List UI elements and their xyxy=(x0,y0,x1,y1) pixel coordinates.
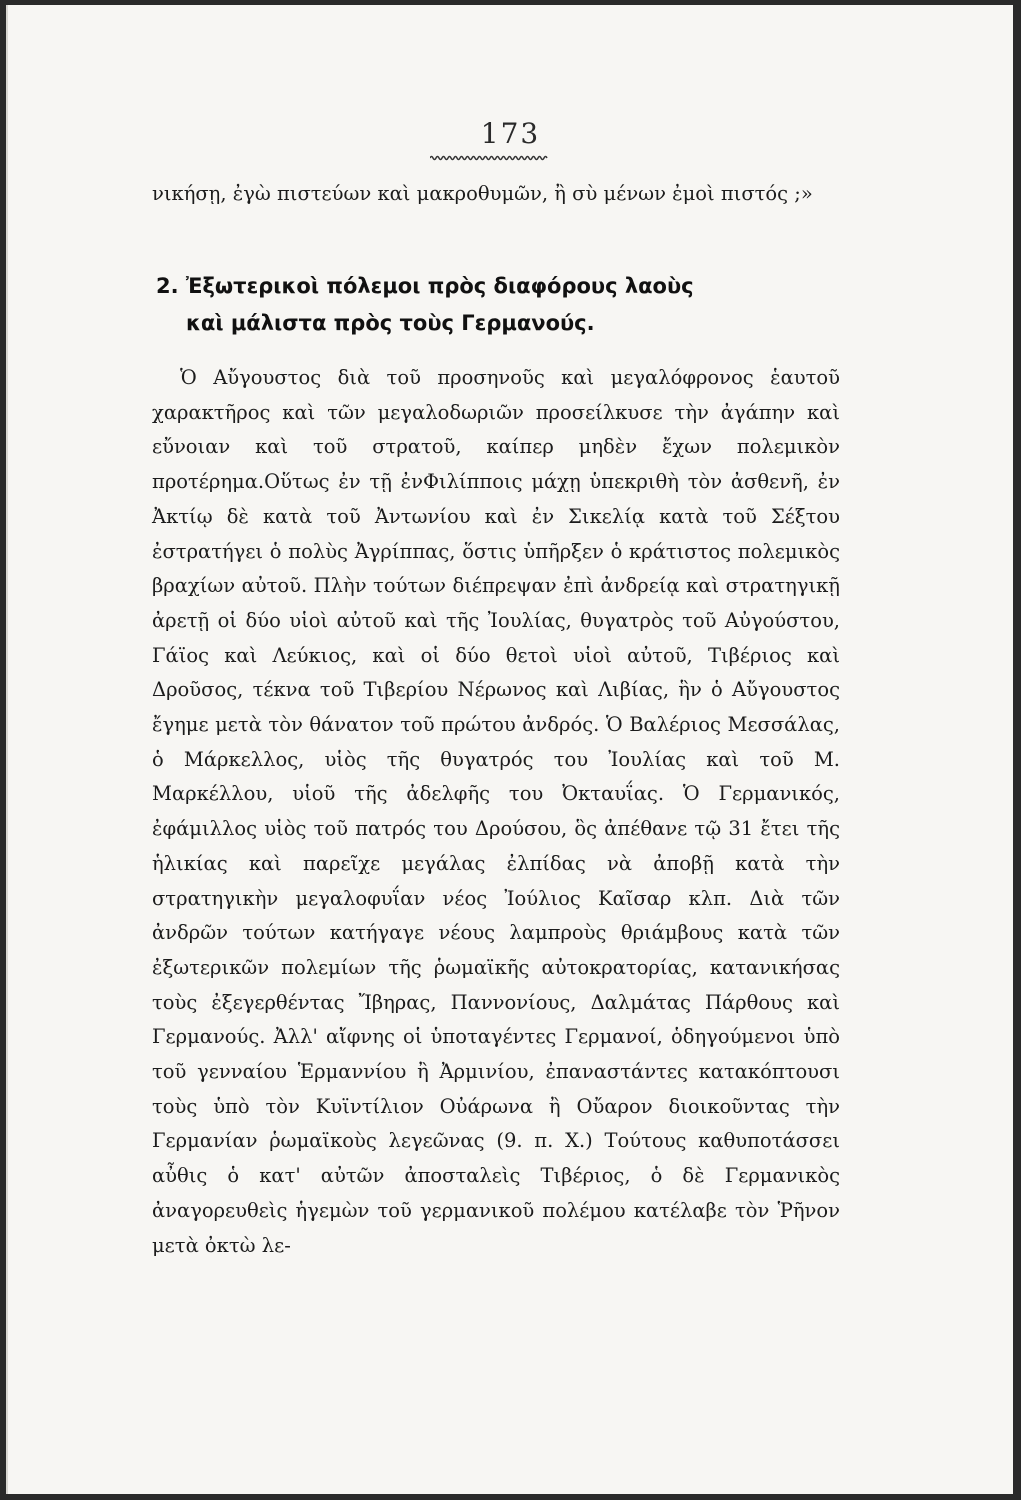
section-title-line1: Ἐξωτερικοὶ πόλεμοι πρὸς διαφόρους λαοὺς xyxy=(185,274,694,298)
section-number: 2. xyxy=(156,274,179,298)
wavy-rule-ornament xyxy=(430,155,548,161)
continuation-paragraph: νικήσῃ, ἐγὼ πιστεύων καὶ μακροθυμῶν, ἢ σὺ μένων ἐμοὶ πιστός ;» xyxy=(152,182,813,205)
page-number: 173 xyxy=(480,117,541,150)
book-page xyxy=(6,5,1013,1494)
section-title-line2: καὶ μάλιστα πρὸς τοὺς Γερμανούς. xyxy=(186,311,595,335)
body-paragraph: Ὁ Αὔγουστος διὰ τοῦ προσηνοῦς καὶ μεγαλόφρονος ἑαυτοῦ χαρακτῆρος καὶ τῶν μεγαλοδωριῶν προσείλκυσε τὴν ἀγάπην καὶ εὔνοιαν καὶ τοῦ στρατοῦ, καίπερ μηδὲν ἔχων πολεμικὸν προτέρημα.Οὕτως ἐν τῇ ἐνΦιλίπποις μάχῃ ὑπεκριθὴ τὸν ἀσθενῆ, ἐν Ἀκτίῳ δὲ κατὰ τοῦ Ἀντωνίου καὶ ἐν Σικελίᾳ κατὰ τοῦ Σέξτου ἐστρατήγει ὁ πολὺς Ἀγρίππας, ὅστις ὑπῆρξεν ὁ κράτιστος πολεμικὸς βραχίων αὐτοῦ. Πλὴν τούτων διέπρεψαν ἐπὶ ἀνδρείᾳ καὶ στρατηγικῇ ἀρετῇ οἱ δύο υἱοὶ αὐτοῦ καὶ τῆς Ἰουλίας, θυγατρὸς τοῦ Αὐγούστου, Γάϊος καὶ Λεύκιος, καὶ οἱ δύο θετοὶ υἱοὶ αὐτοῦ, Τιβέριος καὶ Δροῦσος, τέκνα τοῦ Τιβερίου Νέρωνος καὶ Λιβίας, ἣν ὁ Αὔγουστος ἔγημε μετὰ τὸν θάνατον τοῦ πρώτου ἀνδρός. Ὁ Βαλέριος Μεσσάλας, ὁ Μάρκελλος, υἱὸς τῆς θυγατρός του Ἰουλίας καὶ τοῦ Μ. Μαρκέλλου, υἱοῦ τῆς ἀδελφῆς του Ὀκταυΐας. Ὁ Γερμανικός, ἐφάμιλλος υἱὸς τοῦ πατρός του Δρούσου, ὃς ἀπέθανε τῷ 31 ἔτει τῆς ἡλικίας καὶ παρεῖχε μεγάλας ἐλπίδας νὰ ἀποβῇ κατὰ τὴν στρατηγικὴν μεγαλοφυΐαν νέος Ἰούλιος Καῖσαρ κλπ. Διὰ τῶν ἀνδρῶν τούτων κατήγαγε νέους λαμπροὺς θριάμβους κατὰ τῶν ἐξωτερικῶν πολεμίων τῆς ῥωμαϊκῆς αὐτοκρατορίας, κατανικήσας τοὺς ἐξεγερθέντας Ἴβηρας, Παννονίους, Δαλμάτας Πάρθους καὶ Γερμανούς. Ἀλλ' αἴφνης οἱ ὑποταγέντες Γερμανοί, ὁδηγούμενοι ὑπὸ τοῦ γενναίου Ἑρμαννίου ἢ Ἀρμινίου, ἐπαναστάντες κατακόπτουσι τοὺς ὑπὸ τὸν Κυϊντίλιον Οὐάρωνα ἢ Οὔαρον διοικοῦντας τὴν Γερμανίαν ῥωμαϊκοὺς λεγεῶνας (9. π. Χ.) Τούτους καθυποτάσσει αὖθις ὁ κατ' αὐτῶν ἀποσταλεὶς Τιβέριος, ὁ δὲ Γερμανικὸς ἀναγορευθεὶς ἡγεμὼν τοῦ γερμανικοῦ πολέμου κατέλαβε τὸν Ῥῆνον μετὰ ὀκτὼ λε- xyxy=(152,366,840,1257)
section-heading xyxy=(156,268,846,342)
